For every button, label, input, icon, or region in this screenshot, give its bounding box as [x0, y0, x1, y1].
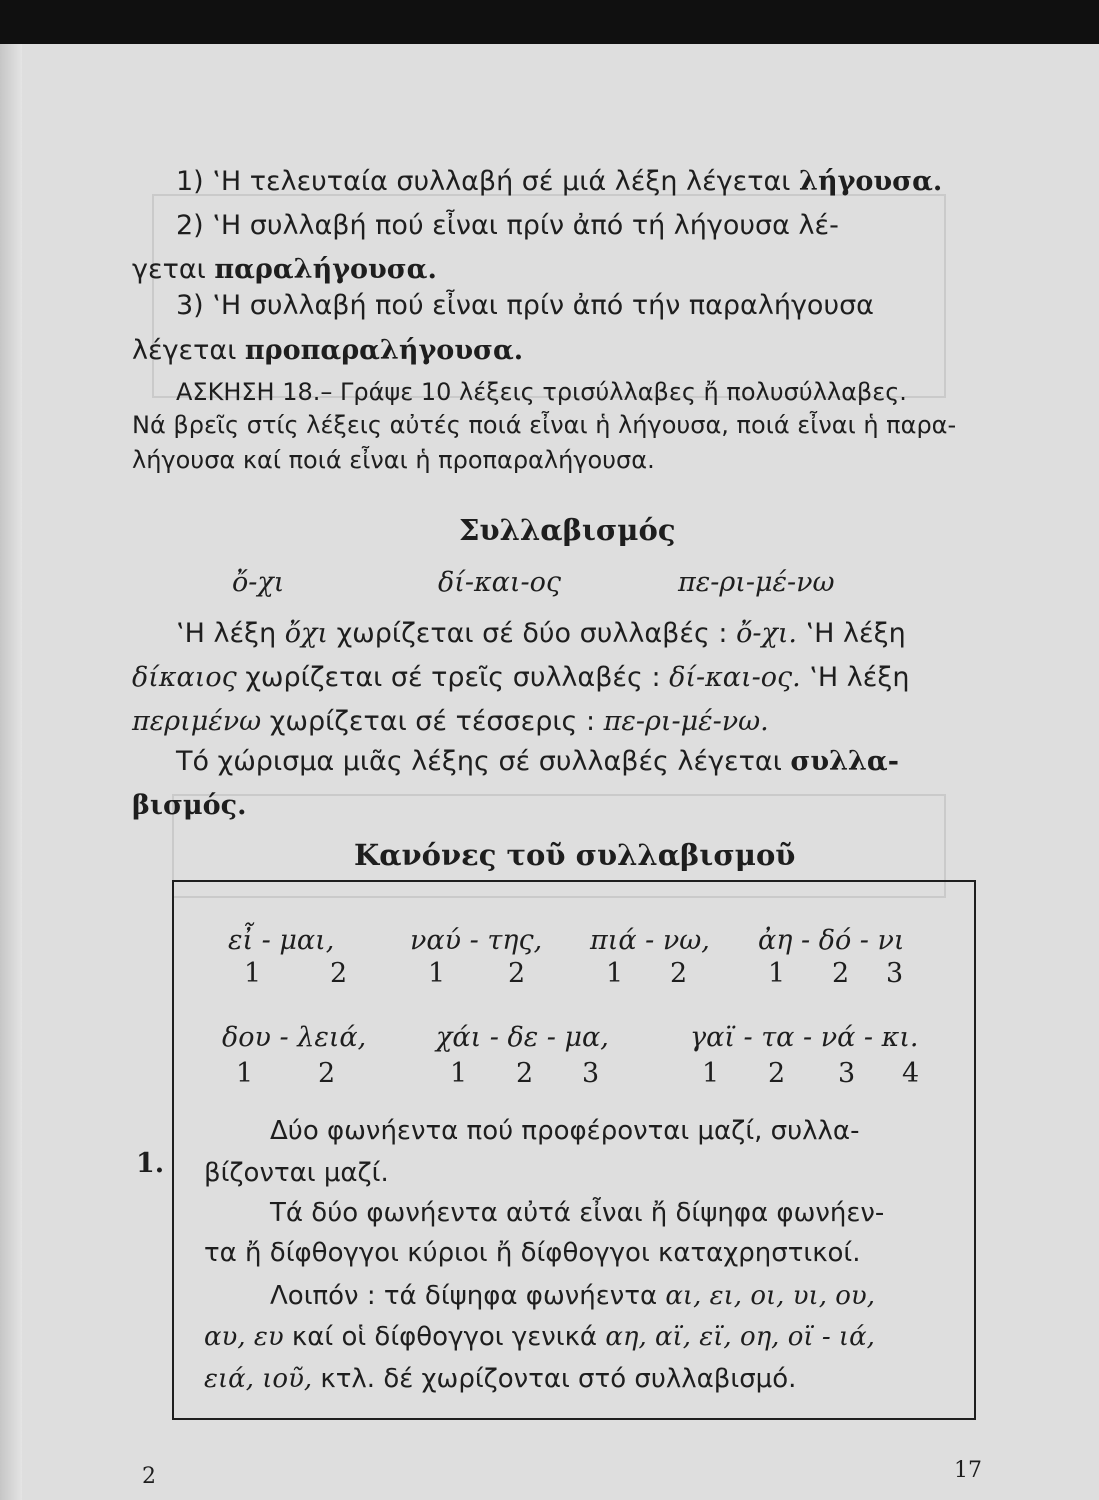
definition-2-line-2: γεται παραλήγουσα.	[132, 254, 437, 285]
box-example-word: χάι - δε - μα,	[436, 1022, 609, 1053]
syllable-number: 2	[516, 1058, 534, 1089]
example-word-1: ὄ-χι	[232, 567, 285, 598]
section-title: Συλλαβισμός	[459, 513, 676, 547]
syllable-number: 1	[768, 958, 786, 989]
rule-text: τα ἤ δίφθογγοι κύριοι ἤ δίφθογγοι καταχρηστικοί.	[204, 1238, 861, 1268]
syllable-number: 2	[508, 958, 526, 989]
syllable-number: 1	[236, 1058, 254, 1089]
syllable-number: 4	[902, 1058, 920, 1089]
book-spine-edge	[0, 44, 22, 1500]
syllable-number: 1	[606, 958, 624, 989]
exercise-18-line-2: Νά βρεῖς στίς λέξεις αὐτές ποιά εἶναι ἡ λήγουσα, ποιά εἶναι ἡ παρα-	[132, 411, 957, 439]
explanation-line-5: βισμός.	[132, 790, 247, 821]
box-example-word: δου - λειά,	[222, 1022, 367, 1053]
syllable-number: 2	[832, 958, 850, 989]
syllable-number: 3	[582, 1058, 600, 1089]
rule-text: Τά δύο φωνήεντα αὐτά εἶναι ἤ δίψηφα φωνήεν-	[270, 1198, 885, 1228]
syllable-number: 1	[428, 958, 446, 989]
definition-1: 1) ‛Η τελευταία συλλαβή σέ μιά λέξη λέγεται λήγουσα.	[176, 166, 943, 197]
rule-number: 1.	[136, 1148, 165, 1179]
syllable-number: 1	[702, 1058, 720, 1089]
page-number-left: 2	[142, 1464, 156, 1489]
example-word-2: δί-και-ος	[438, 567, 561, 598]
term-paraligousa: παραλήγουσα.	[214, 254, 437, 285]
definition-2-line-1: 2) ‛Η συλλαβή πού εἶναι πρίν ἀπό τή λήγουσα λέ-	[176, 210, 839, 241]
syllable-number: 2	[670, 958, 688, 989]
exercise-18-line-3: λήγουσα καί ποιά εἶναι ἡ προπαραλήγουσα.	[132, 446, 655, 474]
example-word-3: πε-ρι-μέ-νω	[678, 567, 835, 598]
rule-text: Δύο φωνήεντα πού προφέρονται μαζί, συλλα-	[270, 1116, 860, 1146]
rule-text: βίζονται μαζί.	[204, 1158, 389, 1188]
term-proparaligousa: προπαραλήγουσα.	[244, 335, 524, 366]
syllable-number: 2	[330, 958, 348, 989]
box-example-word: γαϊ - τα - νά - κι.	[690, 1022, 919, 1053]
box-example-word: ναύ - της,	[410, 925, 543, 956]
explanation-line-3: περιμένω χωρίζεται σέ τέσσερις : πε-ρι-μέ-νω.	[132, 706, 769, 737]
term-ligousa: λήγουσα.	[799, 166, 943, 197]
syllable-number: 1	[244, 958, 262, 989]
explanation-line-4: Τό χώρισμα μιᾶς λέξης σέ συλλαβές λέγεται συλλα-	[176, 746, 899, 777]
box-example-word: πιά - νω,	[590, 925, 710, 956]
rule-text: ειά, ιοῦ, κτλ. δέ χωρίζονται στό συλλαβισμό.	[204, 1364, 797, 1394]
definition-3-line-2: λέγεται προπαραλήγουσα.	[132, 335, 524, 366]
definition-3-line-1: 3) ‛Η συλλαβή πού εἶναι πρίν ἀπό τήν παραλήγουσα	[176, 290, 874, 321]
syllable-number: 3	[886, 958, 904, 989]
term-syllavismos: συλλα-	[790, 746, 899, 777]
syllable-number: 2	[318, 1058, 336, 1089]
explanation-line-1: ‛Η λέξη ὄχι χωρίζεται σέ δύο συλλαβές : ὄ-χι. ‛Η λέξη	[176, 618, 906, 649]
rule-text: αυ, ευ καί οἱ δίφθογγοι γενικά αη, αϊ, εϊ, οη, οϊ - ιά,	[204, 1322, 875, 1352]
scanner-top-edge	[0, 0, 1099, 44]
box-example-word: εἶ - μαι,	[228, 925, 335, 956]
exercise-18-line-1: ΑΣΚΗΣΗ 18.– Γράψε 10 λέξεις τρισύλλαβες ἤ πολυσύλλαβες.	[176, 378, 907, 406]
syllable-number: 3	[838, 1058, 856, 1089]
rules-title: Κανόνες τοῦ συλλαβισμοῦ	[354, 838, 796, 872]
box-example-word: ἀη - δό - νι	[758, 925, 905, 956]
rule-text: Λοιπόν : τά δίψηφα φωνήεντα αι, ει, οι, υι, ου,	[270, 1281, 875, 1311]
explanation-line-2: δίκαιος χωρίζεται σέ τρεῖς συλλαβές : δί-και-ος. ‛Η λέξη	[132, 662, 910, 693]
page-number-right: 17	[954, 1458, 982, 1483]
syllable-number: 1	[450, 1058, 468, 1089]
syllable-number: 2	[768, 1058, 786, 1089]
